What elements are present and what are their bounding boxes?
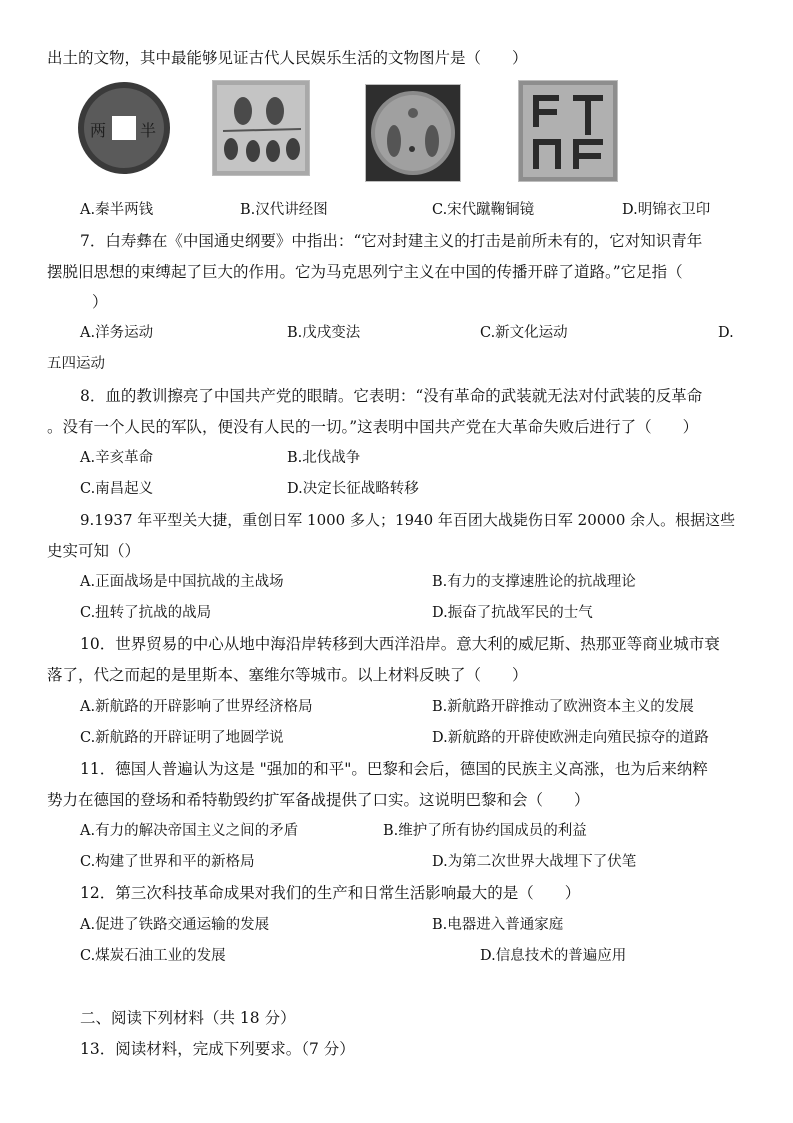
q8-line-1: 8．血的教训擦亮了中国共产党的眼睛。它表明：“没有革命的武装就无法对付武装的反革命: [80, 387, 703, 405]
q10-option-c[interactable]: C.新航路的开辟证明了地圆学说: [80, 730, 284, 746]
q9-option-b[interactable]: B.有力的支撑速胜论的抗战理论: [432, 574, 636, 590]
q8-line-2: 。没有一个人民的军队，便没有人民的一切。”这表明中国共产党在大革命失败后进行了（ ）: [47, 418, 699, 436]
q11-option-d[interactable]: D.为第二次世界大战埋下了伏笔: [432, 854, 637, 870]
ban-liang-coin-image: [76, 80, 172, 176]
q7-line-3: ）: [92, 293, 108, 311]
q7-option-c[interactable]: C.新文化运动: [480, 325, 568, 341]
q12-line-1: 12．第三次科技革命成果对我们的生产和日常生活影响最大的是（ ）: [80, 884, 581, 902]
q10-line-2: 落了，代之而起的是里斯本、塞维尔等城市。以上材料反映了（ ）: [47, 666, 528, 684]
q6-option-d[interactable]: D.明锦衣卫印: [622, 202, 711, 218]
q10-option-b[interactable]: B.新航路开辟推动了欧洲资本主义的发展: [432, 699, 694, 715]
svg-text:半: 半: [140, 121, 157, 140]
q9-line-2: 史实可知（）: [47, 542, 141, 560]
q11-option-c[interactable]: C.构建了世界和平的新格局: [80, 854, 255, 870]
q8-option-b[interactable]: B.北伐战争: [287, 450, 361, 466]
q7-line-2: 摆脱旧思想的束缚起了巨大的作用。它为马克思列宁主义在中国的传播开辟了道路。”它足指（: [47, 263, 683, 281]
q7-option-d-text[interactable]: 五四运动: [47, 356, 105, 372]
q6-option-a[interactable]: A.秦半两钱: [80, 202, 154, 218]
q7-option-b[interactable]: B.戊戌变法: [287, 325, 361, 341]
q9-line-1: 9.1937 年平型关大捷，重创日军 1000 多人；1940 年百团大战毙伤日军 20000 余人。根据这些: [80, 511, 736, 529]
lecture-relief-image: [212, 80, 310, 176]
q8-option-a[interactable]: A.辛亥革命: [80, 450, 154, 466]
q10-option-d[interactable]: D.新航路的开辟使欧洲走向殖民掠夺的道路: [432, 730, 709, 746]
q11-option-b[interactable]: B.维护了所有协约国成员的利益: [383, 823, 587, 839]
q6-option-b[interactable]: B.汉代讲经图: [240, 202, 328, 218]
q9-option-c[interactable]: C.扭转了抗战的战局: [80, 605, 212, 621]
q9-option-a[interactable]: A.正面战场是中国抗战的主战场: [80, 574, 284, 590]
q12-option-c[interactable]: C.煤炭石油工业的发展: [80, 948, 226, 964]
q11-line-1: 11．德国人普遍认为这是 "强加的和平"。巴黎和会后，德国的民族主义高涨，也为后来纳粹: [80, 760, 708, 778]
q9-option-d[interactable]: D.振奋了抗战军民的士气: [432, 605, 593, 621]
q6-stem: 出土的文物，其中最能够见证古代人民娱乐生活的文物图片是（ ）: [47, 49, 528, 67]
q12-option-b[interactable]: B.电器进入普通家庭: [432, 917, 564, 933]
q7-option-a[interactable]: A.洋务运动: [80, 325, 154, 341]
q7-option-d[interactable]: D.: [718, 325, 734, 341]
cuju-mirror-image: [365, 84, 461, 182]
q13-stem: 13．阅读材料，完成下列要求。（7 分）: [80, 1040, 355, 1058]
svg-text:两: 两: [90, 121, 107, 140]
q6-option-c[interactable]: C.宋代蹴鞠铜镜: [432, 202, 535, 218]
q12-option-a[interactable]: A.促进了铁路交通运输的发展: [80, 917, 270, 933]
q11-option-a[interactable]: A.有力的解决帝国主义之间的矛盾: [80, 823, 299, 839]
section-2-heading: 二、阅读下列材料（共 18 分）: [80, 1009, 296, 1027]
q12-option-d[interactable]: D.信息技术的普遍应用: [480, 948, 627, 964]
q7-line-1: 7．白寿彝在《中国通史纲要》中指出：“它对封建主义的打击是前所未有的，它对知识青年: [80, 232, 703, 250]
seal-image: [518, 80, 618, 182]
q10-option-a[interactable]: A.新航路的开辟影响了世界经济格局: [80, 699, 313, 715]
q8-option-d[interactable]: D.决定长征战略转移: [287, 481, 419, 497]
q10-line-1: 10．世界贸易的中心从地中海沿岸转移到大西洋沿岸。意大利的威尼斯、热那亚等商业城市衰: [80, 635, 720, 653]
q8-option-c[interactable]: C.南昌起义: [80, 481, 154, 497]
q11-line-2: 势力在德国的登场和希特勒毁约扩军备战提供了口实。这说明巴黎和会（ ）: [47, 791, 590, 809]
